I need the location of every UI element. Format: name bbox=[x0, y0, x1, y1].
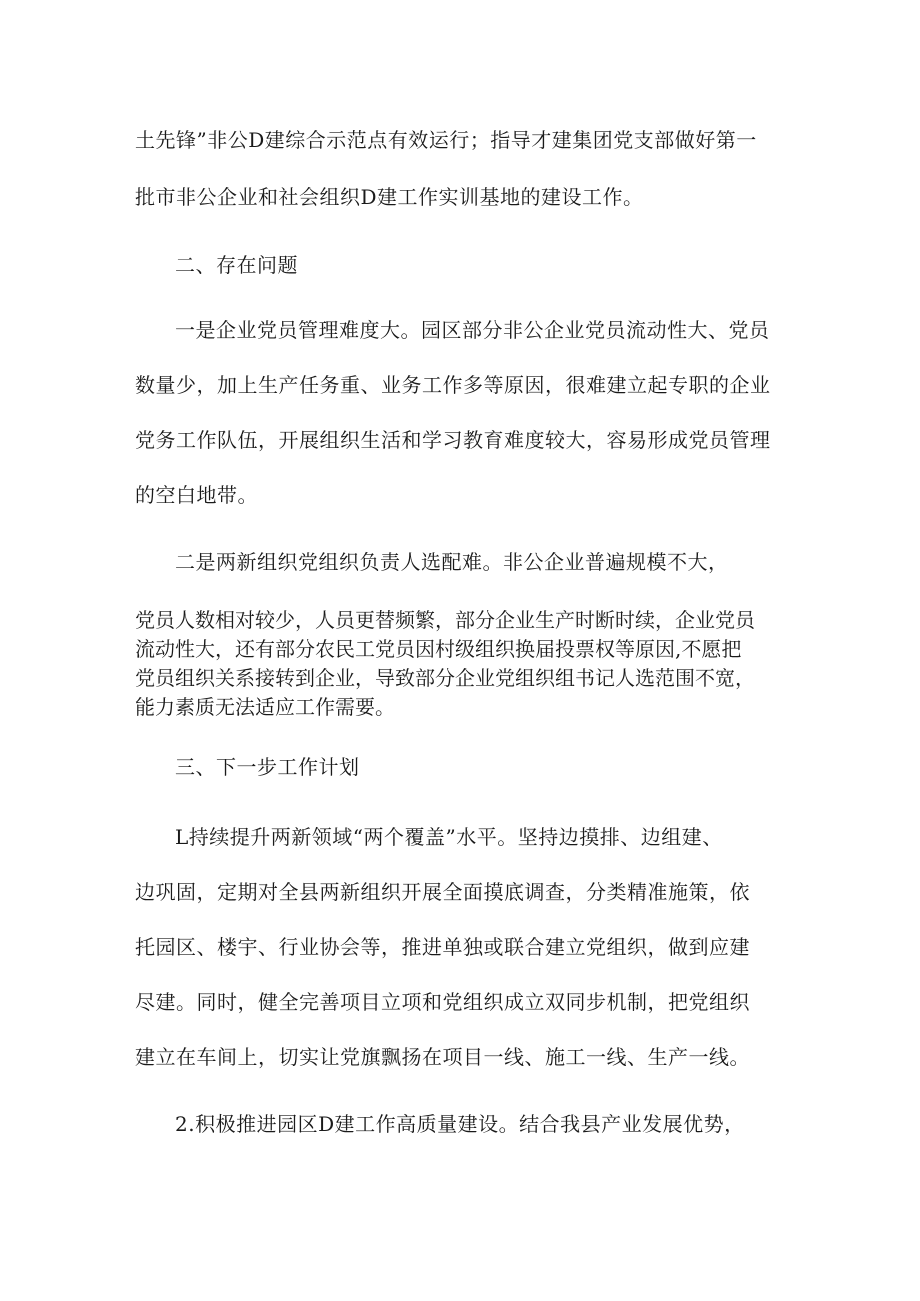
paragraph-line: 党员人数相对较少，人员更替频繁，部分企业生产时断时续，企业党员 bbox=[135, 608, 755, 632]
paragraph-line: 二是两新组织党组织负责人选配难。非公企业普遍规模不大， bbox=[175, 550, 729, 574]
paragraph-line: 边巩固，定期对全县两新组织开展全面摸底调查，分类精准施策，依 bbox=[135, 880, 750, 904]
section-heading: 三、下一步工作计划 bbox=[175, 755, 360, 779]
paragraph-line: 尽建。同时，健全完善项目立项和党组织成立双同步机制，把党组织 bbox=[135, 990, 750, 1014]
paragraph-line: 党员组织关系接转到企业，导致部分企业党组织组书记人选范围不宽， bbox=[135, 666, 755, 690]
paragraph-line: 2.积极推进园区D建工作高质量建设。结合我县产业发展优势， bbox=[175, 1112, 745, 1136]
paragraph-line: 批市非公企业和社会组织D建工作实训基地的建设工作。 bbox=[135, 185, 644, 209]
paragraph-line: 数量少，加上生产任务重、业务工作多等原因，很难建立起专职的企业 bbox=[135, 373, 771, 397]
paragraph-line: 土先锋”非公D建综合示范点有效运行；指导才建集团党支部做好第一 bbox=[135, 128, 757, 152]
paragraph-line: 托园区、楼宇、行业协会等，推进单独或联合建立党组织，做到应建 bbox=[135, 935, 750, 959]
paragraph-line: 能力素质无法适应工作需要。 bbox=[135, 695, 395, 719]
paragraph-line: L持续提升两新领域“两个覆盖”水平。坚持边摸排、边组建、 bbox=[175, 825, 723, 849]
paragraph-line: 建立在车间上，切实让党旗飘扬在项目一线、施工一线、生产一线。 bbox=[135, 1045, 750, 1069]
paragraph-line: 的空白地带。 bbox=[135, 483, 258, 507]
section-heading: 二、存在问题 bbox=[175, 253, 298, 277]
paragraph-line: 流动性大，还有部分农民工党员因村级组织换届投票权等原因,不愿把 bbox=[135, 637, 742, 661]
paragraph-line: 一是企业党员管理难度大。园区部分非公企业党员流动性大、党员 bbox=[175, 318, 770, 342]
paragraph-line: 党务工作队伍，开展组织生活和学习教育难度较大，容易形成党员管理 bbox=[135, 428, 771, 452]
